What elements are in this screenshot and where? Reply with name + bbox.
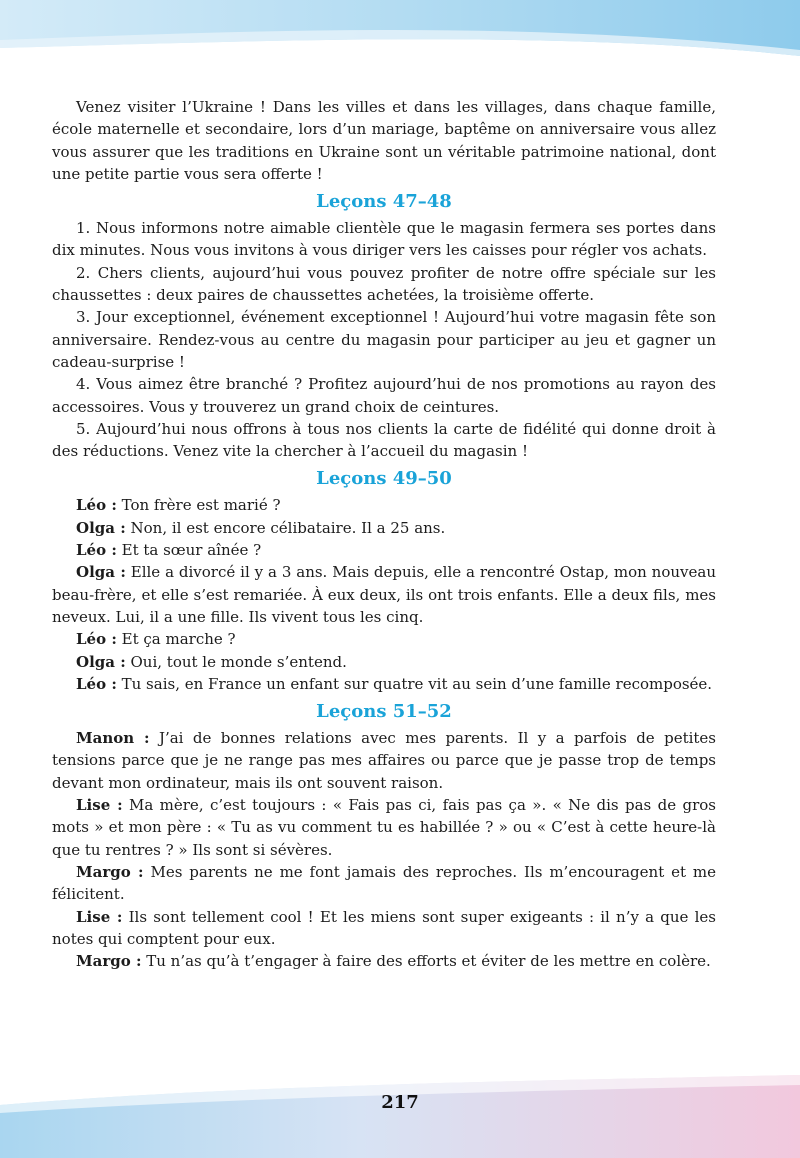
dialogue-line <box>52 794 716 861</box>
line-text: Non, il est encore célibataire. Il a 25 ans. <box>125 518 446 537</box>
speaker-name: Léo : <box>76 630 117 649</box>
dialogue-line <box>52 673 716 695</box>
speaker-name: Manon : <box>76 729 150 748</box>
speaker-name: Olga : <box>76 518 126 537</box>
line-text: Et ta sœur aînée ? <box>116 541 262 560</box>
line-text: Ma mère, c’est toujours : « Fais pas ci, fais pas ça ». « Ne dis pas de gros mots » et mon père : « Tu as vu comment tu es habillée ? » ou « C’est à cette heure-là que tu rentres ? » Ils sont si sévères. <box>52 796 716 859</box>
page-number: 217 <box>381 1092 419 1113</box>
section-heading-47-48: Leçons 47–48 <box>316 191 452 213</box>
speaker-name: Margo : <box>76 862 144 881</box>
speaker-name: Lise : <box>76 907 123 926</box>
dialogue-line <box>52 727 716 794</box>
announcement-4: 4. Vous aimez être branché ? Profitez aujourd’hui de nos promotions au rayon des accessoires. Vous y trouverez un grand choix de ceintures. <box>52 375 716 416</box>
speaker-name: Lise : <box>76 796 123 815</box>
announcement-1: 1. Nous informons notre aimable clientèle que le magasin fermera ses portes dans dix minutes. Nous vous invitons à vous diriger vers les caisses pour régler vos achats. <box>52 219 716 260</box>
line-text: Oui, tout le monde s’entend. <box>125 652 347 671</box>
line-text: Et ça marche ? <box>116 630 236 649</box>
dialogue-line <box>52 539 716 561</box>
speaker-name: Olga : <box>76 652 126 671</box>
dialogue-line <box>52 651 716 673</box>
line-text: J’ai de bonnes relations avec mes parents. Il y a parfois de petites tensions parce que je ne range pas mes affaires ou parce que je passe trop de temps devant mon ordinateur, mais ils ont souvent raison. <box>52 729 716 792</box>
line-text: Tu n’as qu’à t’engager à faire des efforts et éviter de les mettre en colère. <box>141 952 711 971</box>
announcement-5: 5. Aujourd’hui nous offrons à tous nos clients la carte de fidélité qui donne droit à des réductions. Venez vite la chercher à l’accueil du magasin ! <box>52 419 716 461</box>
section-heading-51-52: Leçons 51–52 <box>316 701 452 723</box>
line-text: Mes parents ne me font jamais des reproches. Ils m’encouragent et me félicitent. <box>52 862 716 904</box>
dialogue-line <box>52 517 716 539</box>
dialogue-line <box>52 861 716 906</box>
dialogue-line <box>52 628 716 650</box>
intro-paragraph: Venez visiter l’Ukraine ! Dans les villes et dans les villages, dans chaque famille, école maternelle et secondaire, lors d’un mariage, baptême on anniversaire vous allez vous assurer que les traditions en Ukraine sont un véritable patrimoine national, dont une petite partie vous sera offerte ! <box>52 98 716 183</box>
top-decorative-band <box>0 0 800 60</box>
announcement-3: 3. Jour exceptionnel, événement exceptionnel ! Aujourd’hui votre magasin fête son anniversaire. Rendez-vous au centre du magasin pour participer au jeu et gagner un cadeau-surprise ! <box>52 308 716 371</box>
speaker-name: Léo : <box>76 496 117 515</box>
bottom-decorative-band <box>0 1075 800 1158</box>
line-text: Ils sont tellement cool ! Et les miens sont super exigeants : il n’y a que les notes qui comptent pour eux. <box>52 907 716 948</box>
dialogue-line <box>52 950 716 972</box>
speaker-name: Léo : <box>76 674 117 693</box>
speaker-name: Olga : <box>76 563 126 582</box>
announcement-2: 2. Chers clients, aujourd’hui vous pouvez profiter de notre offre spéciale sur les chaussettes : deux paires de chaussettes achetées, la troisième offerte. <box>52 263 716 305</box>
line-text: Elle a divorcé il y a 3 ans. Mais depuis, elle a rencontré Ostap, mon nouveau beau-frère, et elle s’est remariée. À eux deux, ils ont trois enfants. Elle a deux fils, mes neveux. Lui, il a une fille. Ils vivent tous les cinq. <box>52 563 716 626</box>
section-heading-49-50: Leçons 49–50 <box>316 468 452 490</box>
speaker-name: Margo : <box>76 952 142 971</box>
dialogue-line <box>52 906 716 951</box>
page-content <box>52 96 716 972</box>
line-text: Ton frère est marié ? <box>116 496 281 515</box>
dialogue-line <box>52 494 716 516</box>
line-text: Tu sais, en France un enfant sur quatre vit au sein d’une famille recomposée. <box>116 674 713 693</box>
dialogue-line <box>52 561 716 628</box>
speaker-name: Léo : <box>76 541 117 560</box>
